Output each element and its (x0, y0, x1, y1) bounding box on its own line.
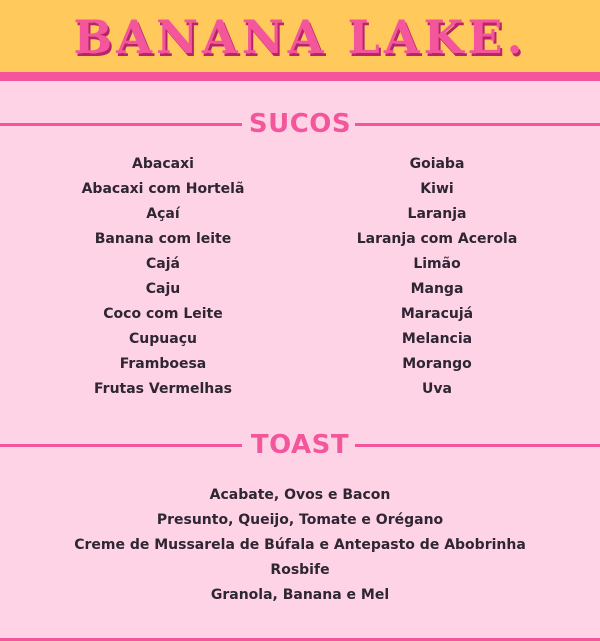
sucos-list-left (13, 152, 313, 402)
sucos-heading (0, 104, 600, 144)
menu-item: Granola, Banana e Mel (210, 587, 390, 603)
toast-title: TOAST (250, 430, 350, 460)
divider-right (355, 123, 600, 126)
menu-item: Uva (422, 381, 452, 397)
menu-item: Limão (413, 256, 461, 272)
menu-item: Melancia (401, 331, 473, 347)
menu-item: Maracujá (400, 306, 474, 322)
menu-item: Banana com leite (94, 231, 232, 247)
menu-item: Presunto, Queijo, Tomate e Orégano (156, 512, 444, 528)
menu-item: Laranja (407, 206, 467, 222)
menu-item: Cupuaçu (129, 331, 197, 347)
menu-item: Açaí (146, 206, 180, 222)
toast-heading (0, 425, 600, 465)
menu-item: Acabate, Ovos e Bacon (209, 487, 391, 503)
divider-right (355, 444, 600, 447)
menu-item: Kiwi (420, 181, 454, 197)
menu-item: Abacaxi (132, 156, 194, 172)
menu-item: Goiaba (409, 156, 465, 172)
header-bar (0, 0, 600, 81)
menu-item: Frutas Vermelhas (94, 381, 232, 397)
sucos-title: SUCOS (248, 109, 352, 139)
menu-item: Creme de Mussarela de Búfala e Antepasto de Abobrinha (74, 537, 526, 553)
menu-item: Laranja com Acerola (356, 231, 518, 247)
menu-item: Morango (402, 356, 472, 372)
header-stripe (0, 72, 600, 81)
toast-list (0, 483, 600, 608)
menu-item: Framboesa (119, 356, 207, 372)
menu-item: Abacaxi com Hortelã (81, 181, 245, 197)
menu-item: Coco com Leite (103, 306, 223, 322)
brand-logo: BANANA LAKE. (73, 10, 527, 64)
menu-item: Cajá (146, 256, 180, 272)
sucos-list-right (287, 152, 587, 402)
menu-item: Rosbife (270, 562, 330, 578)
next-section-divider (0, 632, 600, 641)
menu-item: Manga (410, 281, 464, 297)
menu-item: Caju (145, 281, 181, 297)
